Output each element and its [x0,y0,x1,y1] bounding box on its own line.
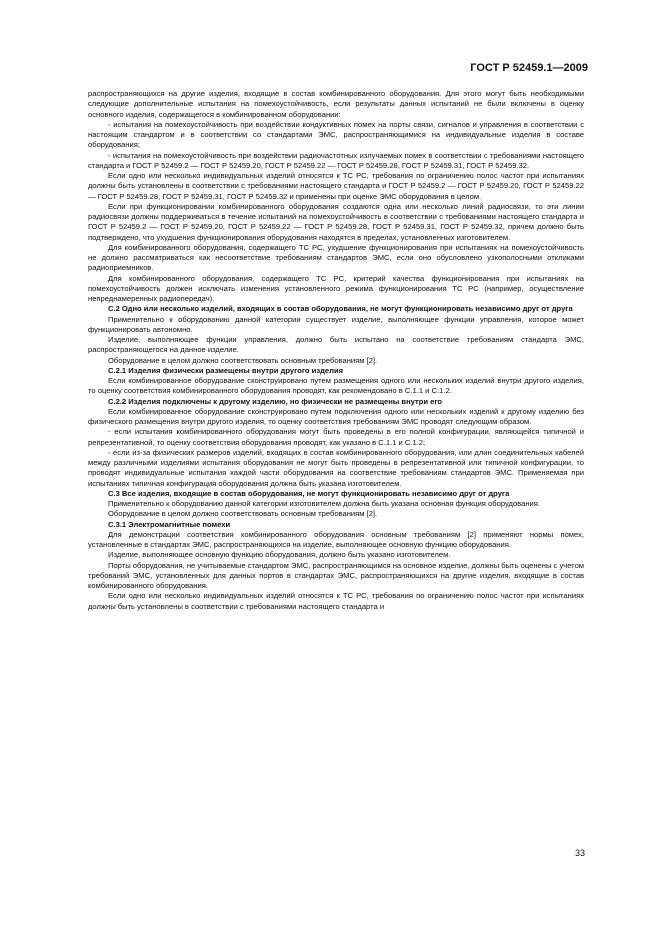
paragraph: Применительно к оборудованию данной категории изготовителем должна быть указана основная функция оборудования. [108,499,540,508]
paragraph: Если одно или несколько индивидуальных изделий относятся к ТС РС, требования по ограничению полос частот при испытаниях должны быть установлены в соответствии с требованиями настоящего стандарта и ГОСТ Р 52459.2 — ГОСТ Р 52459.20, ГОСТ Р 52459.22 — ГОСТ Р 52459.28, ГОСТ Р 52459.31, ГОСТ Р 52459.32 и применены при оценке ЭМС оборудования в целом. [88,171,584,201]
paragraph: Если одно или несколько индивидуальных изделий относятся к ТС РС, требования по ограничению полос частот при испытаниях должны быть установлены в соответствии с требованиями настоящего стандарта и [88,591,584,611]
section-heading-c3-1: С.3.1 Электромагнитные помехи [108,519,231,529]
paragraph: Если комбинированное оборудование сконструировано путем подключения одного или нескольких изделий к другому изделию без физического размещения внутри другого изделия, то оценку соответствия требованиям ЭМС проводят следующим образом. [88,406,584,426]
paragraph: Для комбинированного оборудования, содержащего ТС РС, критерий качества функционирования при испытаниях на помехоустойчивость должен исключать изменения установленного режима функционирования ТС РС (например, осуществление непреднамеренных радиопередач). [88,273,584,303]
document-body [88,89,584,612]
paragraph: Для комбинированного оборудования, содержащего ТС РС, ухудшение функционирования при испытаниях на помехоустойчивость не должно рассматриваться как несоответствие требованиям стандартов ЭМС, если оно обусловлено узкополосными откликами радиоприемников. [88,242,584,273]
section-heading-c2: С.2 Одно или несколько изделий, входящих в состав оборудования, не могут функционировать независимо друг от друга [108,304,573,314]
paragraph: распространяющихся на другие изделия, входящие в состав комбинированного оборудования. Для этого могут быть необходимыми следующие дополнительные испытания на помехоустойчивость, если результаты данных испытаний не были включены в оценку основного изделия, содержащегося в комбинированном оборудовании: [88,89,584,119]
paragraph: Если комбинированное оборудование сконструировано путем размещения одного или нескольких изделий внутри другого изделия, то оценку соответствия комбинированного оборудования проводят, как рекомендовано в С.1.1 и С.1.2. [88,376,584,396]
paragraph: Порты оборудования, не учитываемые стандартом ЭМС, распространяющимся на основное изделие, должны быть оценены с учетом требований ЭМС, установленных для данных портов в стандартах ЭМС, распространяющихся на другие изделия, входящие в состав комбинированного оборудования. [88,560,585,590]
paragraph: Изделие, выполняющее функции управления, должно быть испытано на соответствие требованиям стандарта ЭМС, распространяющегося на данное изделие. [88,335,584,355]
section-heading-c2-1: С.2.1 Изделия физически размещены внутри другого изделия [108,365,344,375]
paragraph: Оборудование в целом должно соответствовать основным требованиям [2]. [108,355,378,365]
list-item: - испытания на помехоустойчивость при воздействии кондуктивных помех на порты связи, сигналов и управления в соответствии с настоящим стандартом и в соответствии со стандартами ЭМС, распространяющимися на индивидуальные изделия в составе оборудования; [88,119,584,150]
paragraph: Применительно к оборудованию данной категории существует изделие, выполняющее функции управления, которое может функционировать автономно. [88,314,584,334]
section-heading-c2-2: С.2.2 Изделия подключены к другому изделию, но физически не размещены внутри его [108,396,443,406]
paragraph: Для демонстрации соответствия комбинированного оборудования основным требованиям [2] применяют нормы помех, установленные в стандартах ЭМС, распространяющихся на изделие, выполняющее основную функцию оборудования. [88,529,584,549]
page-number: 33 [574,848,585,858]
paragraph: Изделие, выполняющее основную функцию оборудования, должно быть указано изготовителем. [108,550,451,560]
list-item: - если из-за физических размеров изделий, входящих в состав комбинированного оборудования, или длин соединительных кабелей между различными изделиями испытания оборудования не могут быть проведены в репрезентативной или типичной конфигурации, то проводят индивидуальные испытания каждой части оборудования на соответствие требованиям стандартов ЭМС. Применяемая при испытаниях типичная конфигурация оборудования должна быть указана изготовителем. [88,447,584,488]
list-item: - если испытания комбинированного оборудования могут быть проведены в его полной конфигурации, являющейся типичной и репрезентативной, то оценку соответствия оборудования проводят, как указано в С.1.1 и С.1.2; [88,427,584,447]
document-header: ГОСТ Р 52459.1—2009 [470,62,588,74]
paragraph: Оборудование в целом должно соответствовать основным требованиям [2]. [108,509,378,519]
list-item: - испытания на помехоустойчивость при воздействии радиочастотных излучаемых помех в соответствии с требованиями настоящего стандарта и ГОСТ Р 52459.2 — ГОСТ Р 52459.20, ГОСТ Р 52459.22 — ГОСТ Р 52459.28, ГОСТ Р 52459.31, ГОСТ Р 52459.32. [88,150,584,170]
paragraph: Если при функционировании комбинированного оборудования создаются одна или несколько линий радиосвязи, то эти линии радиосвязи должны поддерживаться в течение испытаний на помехоустойчивость в соответствии с требованиями настоящего стандарта и ГОСТ Р 52459.2 — ГОСТ Р 52459.20, ГОСТ Р 52459.22 — ГОСТ Р 52459.28, ГОСТ Р 52459.31, ГОСТ Р 52459.32, причем должно быть подтверждено, что ухудшения функционирования оборудования находятся в пределах, установленных изготовителем. [88,201,584,242]
section-heading-c3: С.3 Все изделия, входящие в состав оборудования, не могут функционировать независимо друг от друга [108,488,510,498]
